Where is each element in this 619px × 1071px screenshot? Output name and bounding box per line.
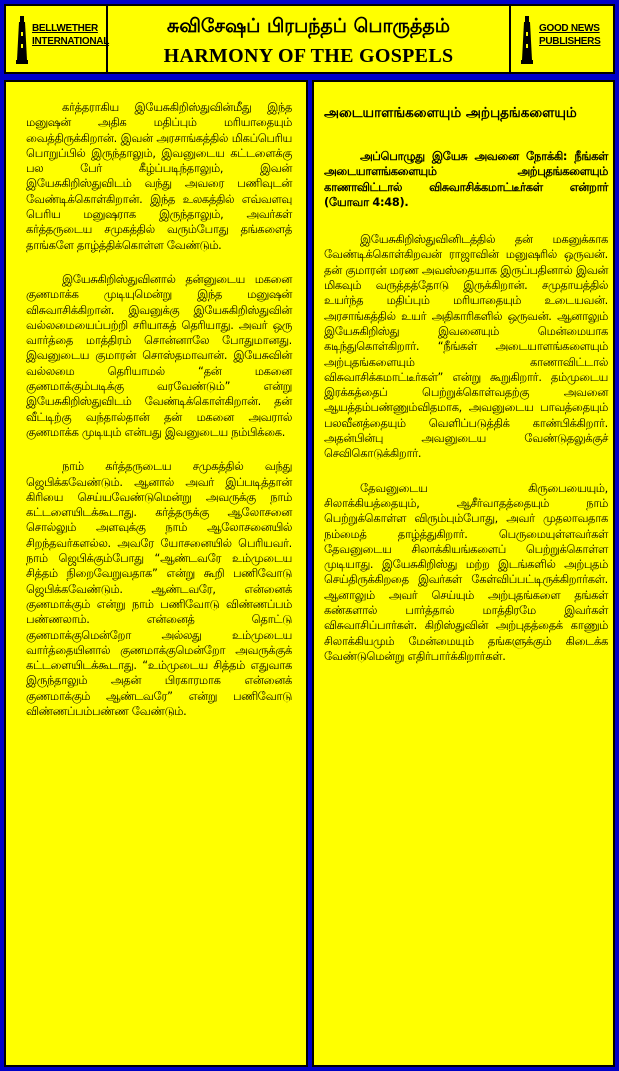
right-column [312,80,615,1067]
section-heading: அடையாளங்களையும் அற்புதங்களையும் [324,105,577,121]
scripture-verse: அப்பொழுது இயேசு அவனை நோக்கி: நீங்கள் அடையாளங்களையும் அற்புதங்களையும் காணாவிட்டால் விசுவாசிக்கமாட்டீர்கள் என்றார் (யோவா 4:48). [324,150,608,209]
title-tamil: சுவிசேஷப் பிரபந்தப் பொருத்தம் [166,15,451,37]
lighthouse-icon [16,16,28,64]
left-logo-line1: BELLWETHER [32,23,98,34]
left-column [4,80,308,1067]
good-news-publishers-logo [517,12,607,68]
left-paragraph-1: கர்த்தராகிய இயேசுகிறிஸ்துவின்மீது இந்த மனுஷன் அதிக மதிப்பும் மரியாதையும் வைத்திருக்கிறான். இவன் அரசாங்கத்தில் மிகப்பெரிய பொறுப்பில் இருந்தாலும், இவனுடைய கட்டளைக்கு பல பேர் கீழ்ப்படிந்தாலும், இவன் இயேசுகிறிஸ்துவிடம் வந்து அவரை பணிவுடன் வேண்டிக்கொள்கிறான். இந்த உலகத்தில் எவ்வளவு பெரிய மனுஷராக இருந்தாலும், அவர்கள் கர்த்தருடைய சமுகத்தில் வரும்போது தங்களைத் தாங்களே தாழ்த்திக்கொள்ள வேண்டும். [26,101,292,252]
left-paragraph-3: நாம் கர்த்தருடைய சமுகத்தில் வந்து ஜெபிக்கவேண்டும். ஆனால் அவர் இப்படித்தான் கிரியை செய்யவேண்டுமென்று அவருக்கு நாம் கட்டளையிடக்கூடாது. கர்த்தருக்கு ஆலோசனை சொல்லும் அளவுக்கு நாம் ஆலோசனையில் சிறந்தவர்களல்ல. அவரே யோசனையில் பெரியவர். நாம் ஜெபிக்கும்போது “ஆண்டவரே உம்முடைய சித்தம் நிறைவேறுவதாக” என்று கூறி பணிவோடு ஜெபிக்கவேண்டும். ஆண்டவரே, என்னைக் குணமாக்கும் என்று நாம் பணிவோடு விண்ணப்பம் பண்ணலாம். என்னைத் தொட்டு குணமாக்குமென்றோ அல்லது உம்முடைய வார்த்தையினால் குணமாக்குமென்றோ அவருக்குக் கட்டளையிடக்கூடாது. “உம்முடைய சித்தம் எதுவாக இருந்தாலும் அதன் பிரகாரமாக என்னைக் குணமாக்கும் ஆண்டவரே” என்று பணிவோடு விண்ணப்பம்பண்ண வேண்டும். [26,460,292,718]
bellwether-logo [12,12,110,68]
title-box [106,6,511,72]
right-logo-line2: PUBLISHERS [539,36,601,47]
right-logo-line1: GOOD NEWS [539,23,600,34]
lighthouse-icon [521,16,533,64]
right-paragraph-1: இயேசுகிறிஸ்துவினிடத்தில் தன் மகனுக்காக வேண்டிக்கொள்கிறவன் ராஜாவின் மனுஷரில் ஒருவன். தன் குமாரன் மரண அவஸ்தையாக இருப்பதினால் இவன் மிகவும் வருத்தத்தோடு இருக்கிறான். சமுதாயத்தில் உயர்ந்த மதிப்பும் மரியாதையும் உடையவன். அரசாங்கத்தில் உயர் அதிகாரிகளில் ஒருவன். ஆனாலும் இயேசுகிறிஸ்து இவனையும் மென்மையாக கடிந்துகொள்கிறார். “நீங்கள் அடையாளங்களையும் அற்புதங்களையும் காணாவிட்டால் விசுவாசிக்கமாட்டீர்கள்” என்று கூறுகிறார். தம்முடைய இரக்கத்தைப் பெற்றுக்கொள்வதற்கு அவனை ஆயத்தம்பண்ணும்விதமாக, அவனுடைய பாவத்தையும் பலவீனத்தையும் வெளிப்படுத்திக் காண்பிக்கிறார். அதன்பின்பு அவனுடைய வேண்டுதலுக்குச் செவிகொடுக்கிறார். [324,233,608,461]
left-paragraph-2: இயேசுகிறிஸ்துவினால் தன்னுடைய மகனை குணமாக்க முடியுமென்று இந்த மனுஷன் விசுவாசிக்கிறான். இவனுக்கு இயேசுகிறிஸ்துவின் வல்லமையைப்பற்றி சரியாகத் தெரியாது. அவர் ஒரு வார்த்தை மாத்திரம் சொன்னாலே போதுமானது. இவனுடைய குமாரன் சொஸ்தமாவான். இயேசுவின் வல்லமை தெரியாமல் “தன் மகனை குணமாக்கும்படிக்கு வரவேண்டும்” என்று இயேசுகிறிஸ்துவிடம் வேண்டிக்கொள்கிறான். தன் வீட்டிற்கு வந்தால்தான் தன் மகனை அவரால் குணமாக்க முடியும் என்பது இவனுடைய நம்பிக்கை. [26,272,292,439]
left-logo-line2: INTERNATIONAL [32,36,110,47]
page-header [4,4,615,74]
title-english: HARMONY OF THE GOSPELS [163,45,454,67]
right-paragraph-2: தேவனுடைய கிருபையையும், சிலாக்கியத்தையும், ஆசீர்வாதத்தையும் நாம் பெற்றுக்கொள்ள விரும்பும்போது, அவர் முதலாவதாக நம்மைத் தாழ்த்துகிறார். பெருமையுள்ளவர்கள் தேவனுடைய சிலாக்கியங்களைப் பெற்றுக்கொள்ள முடியாது. இயேசுகிறிஸ்து மற்ற இடங்களில் அற்புதம் செய்திருக்கிறதை இவர்கள் கேள்விப்பட்டிருக்கிறார்கள். ஆனாலும் அவர் செய்யும் அற்புதங்களை தங்கள் கண்களால் பார்த்தால் மாத்திரமே இவர்கள் விசுவாசிப்பார்கள். கிறிஸ்துவின் அற்புதத்தைக் காணும் சிலாக்கியமும் மேன்மையும் தங்களுக்கும் கிடைக்க வேண்டுமென்று எதிர்பார்க்கிறார்கள். [324,481,608,663]
